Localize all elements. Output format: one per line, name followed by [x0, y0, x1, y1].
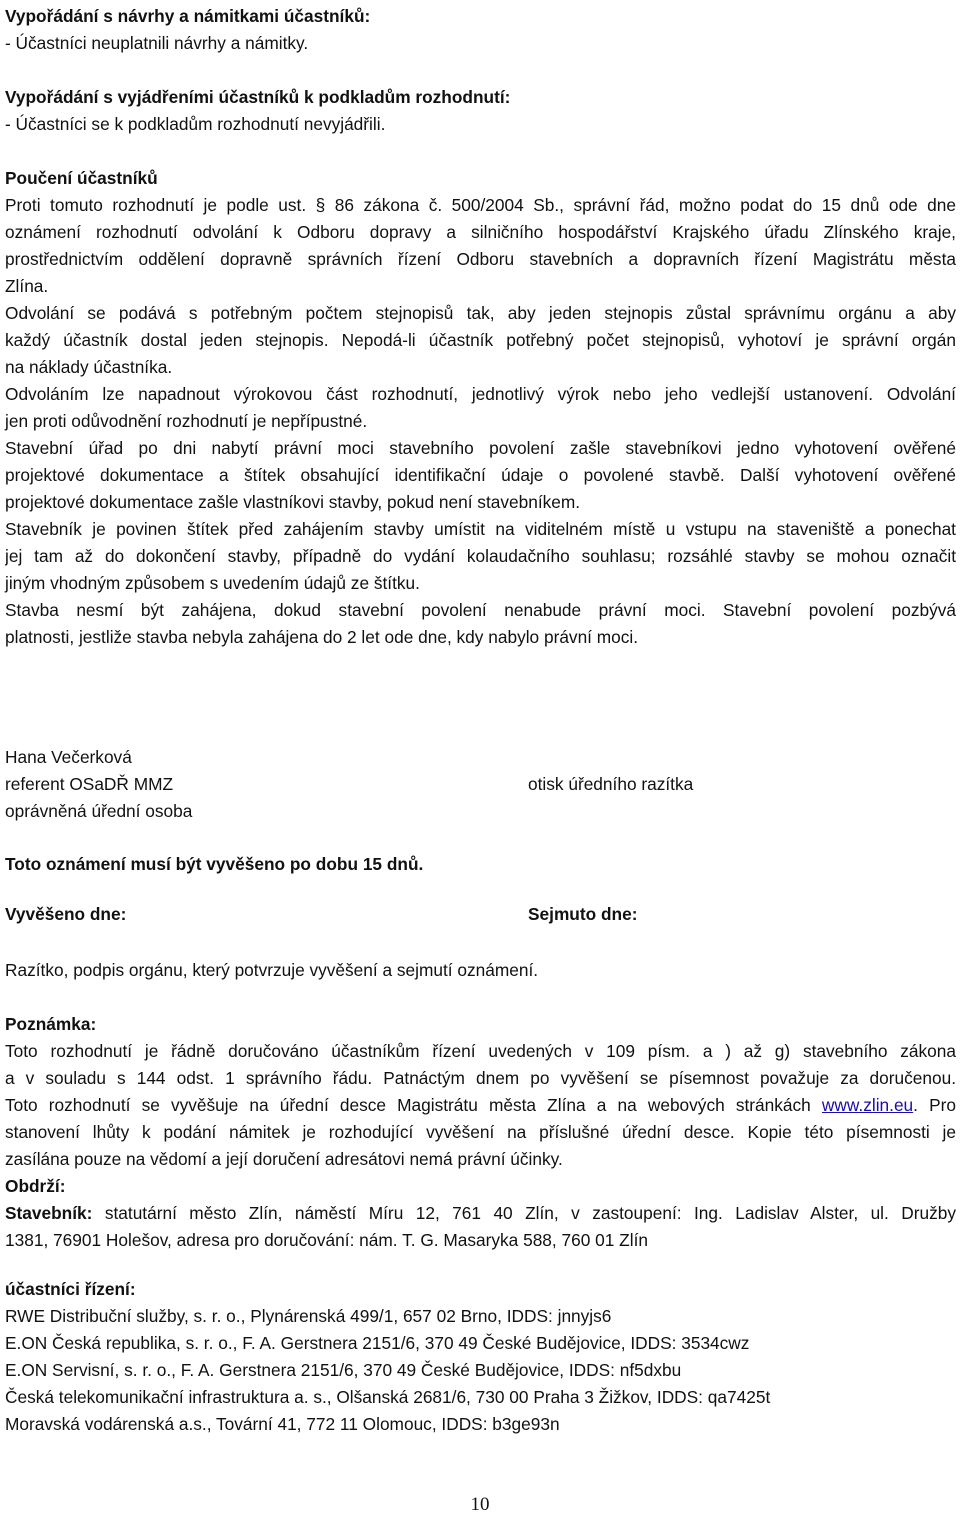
- statements-text: - Účastníci se k podkladům rozhodnutí nevyjádřili.: [5, 114, 386, 134]
- instruction-line: Stavebník je povinen štítek před zahájením stavby umístit na viditelném místě u vstupu na staveniště a ponechat: [5, 519, 956, 539]
- note-line-text: stanovení lhůty k podání námitek je rozhodující vyvěšení na příslušné úřední desce. Kopie této písemnosti je: [5, 1122, 956, 1142]
- instruction-line: jej tam až do dokončení stavby, případně do vydání kolaudačního souhlasu; rozsáhlé stavby se mohou označit: [5, 546, 956, 566]
- city-website-link[interactable]: www.zlin.eu: [821, 1095, 914, 1115]
- participant-item: RWE Distribuční služby, s. r. o., Plynárenská 499/1, 657 02 Brno, IDDS: jnnyjs6: [5, 1306, 612, 1326]
- note-heading: Poznámka:: [5, 1014, 97, 1034]
- builder-text: statutární město Zlín, náměstí Míru 12, 761 40 Zlín, v zastoupení: Ing. Ladislav Alster, ul. Družby: [92, 1203, 956, 1223]
- instruction-line: projektové dokumentace a štítek obsahující identifikační údaje o povolené stavbě. Další vyhotovení ověřené: [5, 465, 956, 485]
- instruction-line: jiným vhodným způsobem s uvedením údajů ze štítku.: [5, 573, 420, 593]
- note-line: zasílána pouze na vědomí a její doručení adresátovi nemá právní účinky.: [5, 1149, 563, 1169]
- note-line: [5, 1092, 956, 1119]
- participant-item: E.ON Česká republika, s. r. o., F. A. Gerstnera 2151/6, 370 49 České Budějovice, IDDS: 3534cwz: [5, 1333, 750, 1353]
- instruction-line: Stavba nesmí být zahájena, dokud stavební povolení nenabude právní moci. Stavební povolení pozbývá: [5, 600, 956, 620]
- instruction-line: Stavební úřad po dni nabytí právní moci stavebního povolení zašle stavebníkovi jedno vyhotovení ověřené: [5, 438, 956, 458]
- instruction-line: na náklady účastníka.: [5, 357, 173, 377]
- objections-text: - Účastníci neuplatnili návrhy a námitky.: [5, 33, 309, 53]
- instruction-line: oznámení rozhodnutí odvolání k Odboru dopravy a silničního hospodářství Krajského úřadu Zlínského kraje,: [5, 222, 956, 242]
- posting-dates-row: [5, 904, 956, 931]
- note-line-text: Toto rozhodnutí se vyvěšuje na úřední desce Magistrátu města Zlína a na webových stránkách: [5, 1095, 822, 1115]
- participant-item: Moravská vodárenská a.s., Tovární 41, 772 11 Olomouc, IDDS: b3ge93n: [5, 1414, 560, 1434]
- signature-block: [5, 744, 425, 825]
- instruction-line: Proti tomuto rozhodnutí je podle ust. § 86 zákona č. 500/2004 Sb., správní řád, možno podat do 15 dnů ode dne: [5, 195, 956, 215]
- statements-heading: Vypořádání s vyjádřeními účastníků k podkladům rozhodnutí:: [5, 87, 511, 107]
- recipients-heading: Obdrží:: [5, 1176, 66, 1196]
- participants-heading: účastníci řízení:: [5, 1279, 136, 1299]
- signer-name: Hana Večerková: [5, 747, 132, 767]
- note-line: [5, 1038, 956, 1065]
- builder-line: [5, 1200, 956, 1227]
- instruction-line: projektové dokumentace zašle vlastníkovi stavby, pokud není stavebníkem.: [5, 492, 581, 512]
- note-line: [5, 1119, 956, 1146]
- removed-date-label: Sejmuto dne:: [528, 904, 638, 924]
- note-line-text: Toto rozhodnutí je řádně doručováno účastníkům řízení uvedených v 109 písm. a ) až g) stavebního zákona: [5, 1041, 956, 1061]
- posting-notice: Toto oznámení musí být vyvěšeno po dobu 15 dnů.: [5, 854, 424, 874]
- instruction-line: každý účastník dostal jeden stejnopis. Nepodá-li účastník potřebný počet stejnopisů, vyhotoví je správní orgán: [5, 330, 956, 350]
- participants-block: [5, 1276, 956, 1438]
- builder-line-2: 1381, 76901 Holešov, adresa pro doručování: nám. T. G. Masaryka 588, 760 01 Zlín: [5, 1230, 648, 1250]
- posting-notice-block: [5, 851, 956, 878]
- note-line-text: . Pro: [913, 1095, 956, 1115]
- signer-role: referent OSaDŘ MMZ: [5, 774, 174, 794]
- stamp-text-block: [5, 957, 956, 984]
- participant-item: E.ON Servisní, s. r. o., F. A. Gerstnera 2151/6, 370 49 České Budějovice, IDDS: nf5dxbu: [5, 1360, 682, 1380]
- stamp-note: otisk úředního razítka: [528, 774, 694, 794]
- stamp-placeholder: [528, 771, 693, 798]
- instruction-heading: Poučení účastníků: [5, 168, 158, 188]
- posted-date-label: Vyvěšeno dne:: [5, 904, 127, 924]
- instruction-line: jen proti odůvodnění rozhodnutí je nepřípustné.: [5, 411, 368, 431]
- signer-authority: oprávněná úřední osoba: [5, 801, 193, 821]
- note-line-text: a v souladu s 144 odst. 1 správního řádu. Patnáctým dnem po vyvěšení se písemnost považuje za doručenou.: [5, 1068, 956, 1088]
- note-line: [5, 1065, 956, 1092]
- participant-item: Česká telekomunikační infrastruktura a. s., Olšanská 2681/6, 730 00 Praha 3 Žižkov, IDDS: qa7425t: [5, 1387, 771, 1407]
- instruction-line: prostřednictvím oddělení dopravně správních řízení Odboru stavebních a dopravních řízení Magistrátu města: [5, 249, 956, 269]
- instruction-line: platnosti, jestliže stavba nebyla zahájena do 2 let ode dne, kdy nabylo právní moci.: [5, 627, 639, 647]
- page-number: 10: [470, 1494, 490, 1515]
- instruction-line: Odvoláním lze napadnout výrokovou část rozhodnutí, jednotlivý výrok nebo jeho vedlejší ustanovení. Odvolání: [5, 384, 956, 404]
- decision-text-block: [5, 3, 956, 651]
- objections-heading: Vypořádání s návrhy a námitkami účastníků:: [5, 6, 371, 26]
- stamp-text: Razítko, podpis orgánu, který potvrzuje vyvěšení a sejmutí oznámení.: [5, 960, 539, 980]
- instruction-line: Zlína.: [5, 276, 49, 296]
- builder-label: Stavebník:: [5, 1203, 93, 1223]
- note-block: [5, 1011, 956, 1254]
- instruction-line: Odvolání se podává s potřebným počtem stejnopisů tak, aby jeden stejnopis zůstal správnímu orgánu a aby: [5, 303, 956, 323]
